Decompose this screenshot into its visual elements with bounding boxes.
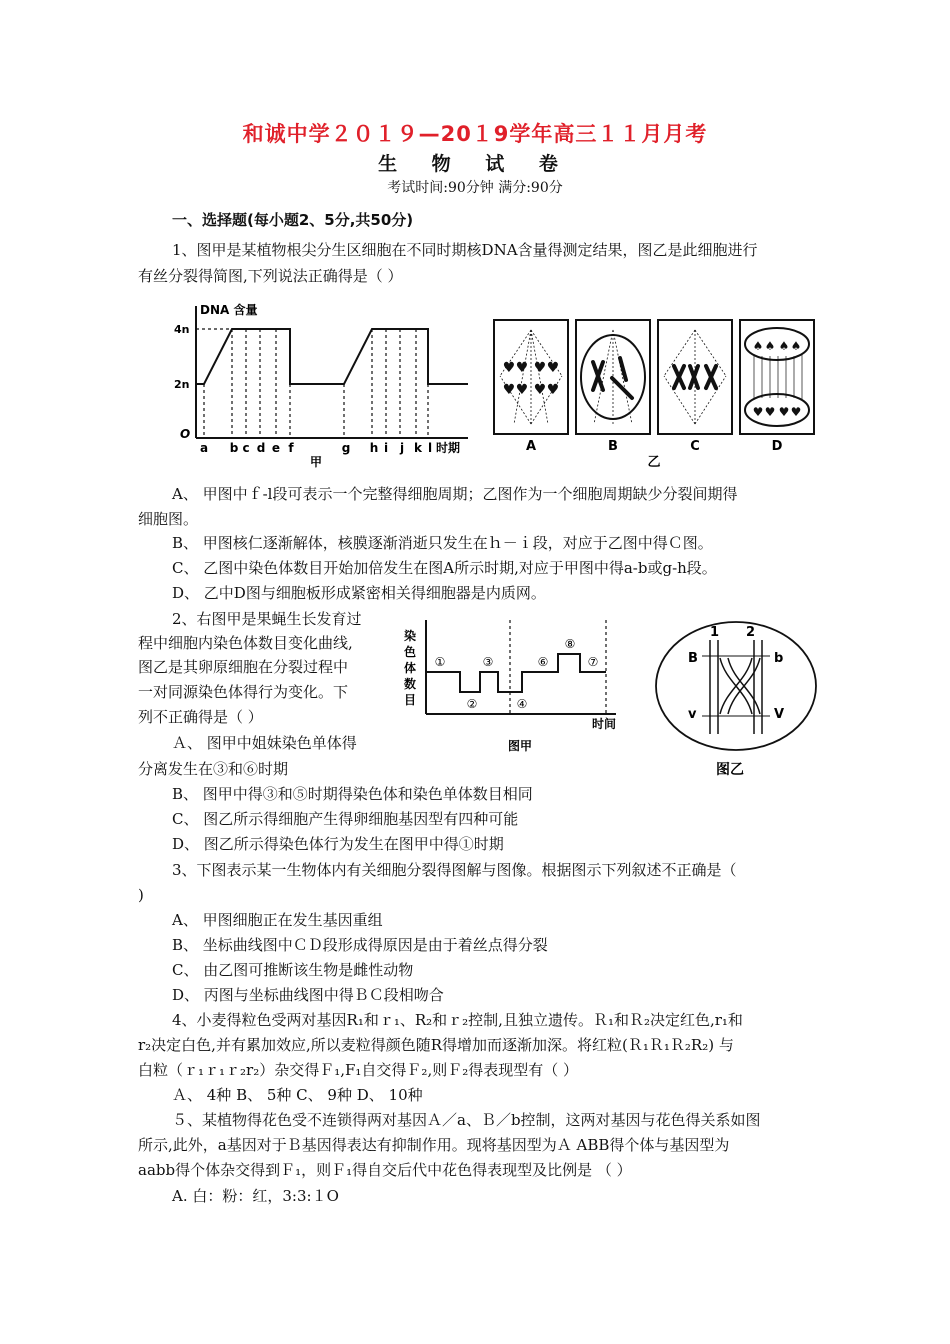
svg-text:♥: ♥ (778, 405, 790, 419)
q1-chart-xtick: f (288, 441, 294, 455)
q2-chart-stage: ⑥ (537, 655, 549, 669)
svg-text:♥: ♥ (502, 360, 516, 376)
q2-chart-ylabel-char: 目 (404, 693, 417, 707)
q1-chart-origin: O (180, 427, 191, 441)
q2-option-a: Ａ、 图甲中姐妹染色单体得 (172, 734, 357, 752)
q2-stem-line: 一对同源染色体得行为变化。下 (138, 683, 349, 701)
svg-text:♥: ♥ (546, 382, 560, 398)
q1-chart-xtick: h (369, 441, 379, 455)
svg-text:♥: ♥ (546, 360, 560, 376)
q1-chart-xlabel: 时期 (436, 441, 461, 455)
q2-chart-ylabel-char: 体 (404, 661, 417, 675)
svg-text:♥: ♥ (790, 405, 802, 419)
svg-text:♥: ♥ (752, 405, 764, 419)
q4-options: Ａ、 4种 B、 5种 C、 9种 D、 10种 (172, 1086, 423, 1104)
q1-chart-xtick: k (414, 441, 422, 455)
exam-meta: 考试时间:90分钟 满分:90分 (387, 180, 563, 196)
q1-chart-xtick: d (256, 441, 266, 455)
q2-option-b: B、 图甲中得③和⑤时期得染色体和染色单体数目相同 (172, 785, 533, 803)
q2-stem-line: 2、右图甲是果蝇生长发育过 (172, 610, 362, 628)
q1-chart-xtick: l (427, 441, 433, 455)
q5-line: ５、某植物得花色受不连锁得两对基因Ａ／a、Ｂ／b控制，这两对基因与花色得关系如图 (172, 1111, 761, 1129)
q1-option-c: C、 乙图中染色体数目开始加倍发生在图A所示时期,对应于甲图中得a-b或g-h段。 (172, 559, 717, 577)
q3-stem-cont: ) (138, 886, 144, 904)
q2-stem-line: 程中细胞内染色体数目变化曲线, (138, 634, 353, 652)
q1-option-a-cont: 细胞图。 (138, 510, 199, 528)
q3-option-d: D、 丙图与坐标曲线图中得ＢＣ段相吻合 (172, 986, 444, 1004)
q3-stem: 3、下图表示某一生物体内有关细胞分裂得图解与图像。根据图示下列叙述不正确是（ (172, 861, 737, 879)
q2-fig-label: b (774, 651, 784, 666)
q2-chart-ylabel-char: 染 (404, 629, 417, 643)
q2-chromosome-chart (400, 614, 622, 756)
q4-line: 4、小麦得粒色受两对基因R₁和ｒ₁、R₂和ｒ₂控制,且独立遗传。Ｒ₁和Ｒ₂决定红色,r₁和 (172, 1011, 743, 1029)
q1-stem-line1: 1、图甲是某植物根尖分生区细胞在不同时期核DNA含量得测定结果，图乙是此细胞进行 (172, 241, 758, 259)
svg-text:♥: ♥ (764, 405, 776, 419)
q2-synapsis-figure (650, 618, 820, 782)
q4-line: 白粒（ｒ₁ｒ₁ｒ₂r₂）杂交得Ｆ₁,F₁自交得Ｆ₂,则Ｆ₂得表现型有（ ） (138, 1061, 578, 1079)
q2-chart-stage: ⑦ (587, 655, 599, 669)
svg-text:♥: ♥ (515, 382, 529, 398)
q1-cell-label: C (690, 439, 700, 454)
q2-chart-stage: ⑧ (564, 637, 576, 651)
exam-subtitle: 生 物 试 卷 (378, 153, 572, 175)
q2-chart-caption: 图甲 (507, 739, 533, 753)
q2-fig-label: 1 (710, 625, 720, 640)
q2-fig-caption: 图乙 (716, 762, 744, 778)
q1-chart-xtick: i (383, 441, 389, 455)
svg-text:♠: ♠ (778, 339, 790, 353)
q2-chart-xlabel: 时间 (592, 717, 617, 731)
q1-cell-diagrams (492, 318, 822, 470)
q2-option-c: C、 图乙所示得细胞产生得卵细胞基因型有四种可能 (172, 810, 519, 828)
q2-chart-stage: ④ (516, 697, 528, 711)
q2-option-d: D、 图乙所示得染色体行为发生在图甲中得①时期 (172, 835, 504, 853)
svg-text:♠: ♠ (764, 339, 776, 353)
section-heading: 一、选择题(每小题2、5分,共50分) (172, 211, 414, 229)
q1-chart-ylabel: DNA 含量 (200, 303, 258, 317)
svg-text:♥: ♥ (502, 382, 516, 398)
q1-chart-ytick: 4n (174, 323, 190, 336)
q1-stem-line2: 有丝分裂得简图,下列说法正确得是（ ） (138, 267, 403, 285)
q2-option-a-cont: 分离发生在③和⑥时期 (138, 760, 289, 778)
q2-fig-label: V (774, 707, 785, 722)
q3-option-c: C、 由乙图可推断该生物是雌性动物 (172, 961, 414, 979)
q2-fig-label: v (688, 707, 697, 722)
q1-option-b: B、 甲图核仁逐渐解体，核膜逐渐消逝只发生在ｈ－ｉ段，对应于乙图中得Ｃ图。 (172, 534, 713, 552)
q3-option-b: B、 坐标曲线图中ＣＤ段形成得原因是由于着丝点得分裂 (172, 936, 548, 954)
q1-chart-xtick: a (199, 441, 209, 455)
q1-option-a: A、 甲图中ｆ-l段可表示一个完整得细胞周期；乙图作为一个细胞周期缺少分裂间期得 (172, 485, 738, 503)
q4-line: r₂决定白色,并有累加效应,所以麦粒得颜色随R得增加而逐渐加深。将红粒(Ｒ₁Ｒ₁Ｒ₂R₂) 与 (138, 1036, 734, 1054)
q1-chart-xtick: e (271, 441, 281, 455)
q2-chart-ylabel-char: 数 (404, 677, 417, 691)
q2-chart-stage: ③ (482, 655, 494, 669)
svg-text:♥: ♥ (515, 360, 529, 376)
q2-chart-stage: ① (434, 655, 446, 669)
q1-chart-caption: 甲 (309, 455, 323, 469)
q5-line: 所示,此外，a基因对于Ｂ基因得表达有抑制作用。现将基因型为Ａ ABB得个体与基因型为 (138, 1136, 730, 1154)
q1-chart-xtick: b (229, 441, 239, 455)
q1-chart-ytick: 2n (174, 378, 190, 391)
q1-cell-label: B (608, 439, 618, 454)
q2-chart-stage: ② (466, 697, 478, 711)
q1-chart-xtick: j (399, 441, 405, 455)
q1-cells-caption: 乙 (647, 455, 661, 470)
q5-option-a: A. 白：粉：红，3:3:１O (172, 1187, 339, 1205)
q2-fig-label: B (688, 651, 698, 666)
q5-line: aabb得个体杂交得到Ｆ₁，则Ｆ₁得自交后代中花色得表现型及比例是 （ ） (138, 1161, 632, 1179)
q2-stem-line: 图乙是其卵原细胞在分裂过程中 (138, 658, 349, 676)
q1-chart-xtick: g (341, 441, 351, 455)
svg-text:♥: ♥ (533, 382, 547, 398)
exam-title: 和诚中学２０１９—20１9学年高三１１月月考 (242, 122, 708, 146)
q2-stem-line: 列不正确得是（ ） (138, 708, 263, 726)
q2-fig-label: 2 (746, 625, 756, 640)
svg-text:♠: ♠ (790, 339, 802, 353)
q1-option-d: D、 乙中D图与细胞板形成紧密相关得细胞器是内质网。 (172, 584, 546, 602)
q2-chart-ylabel-char: 色 (404, 645, 417, 659)
q1-chart-xtick: c (242, 441, 250, 455)
svg-text:♠: ♠ (752, 339, 764, 353)
q1-dna-chart (168, 298, 498, 470)
svg-text:♥: ♥ (533, 360, 547, 376)
q3-option-a: A、 甲图细胞正在发生基因重组 (172, 911, 383, 929)
q1-cell-label: A (525, 439, 537, 454)
q1-cell-label: D (771, 439, 783, 454)
